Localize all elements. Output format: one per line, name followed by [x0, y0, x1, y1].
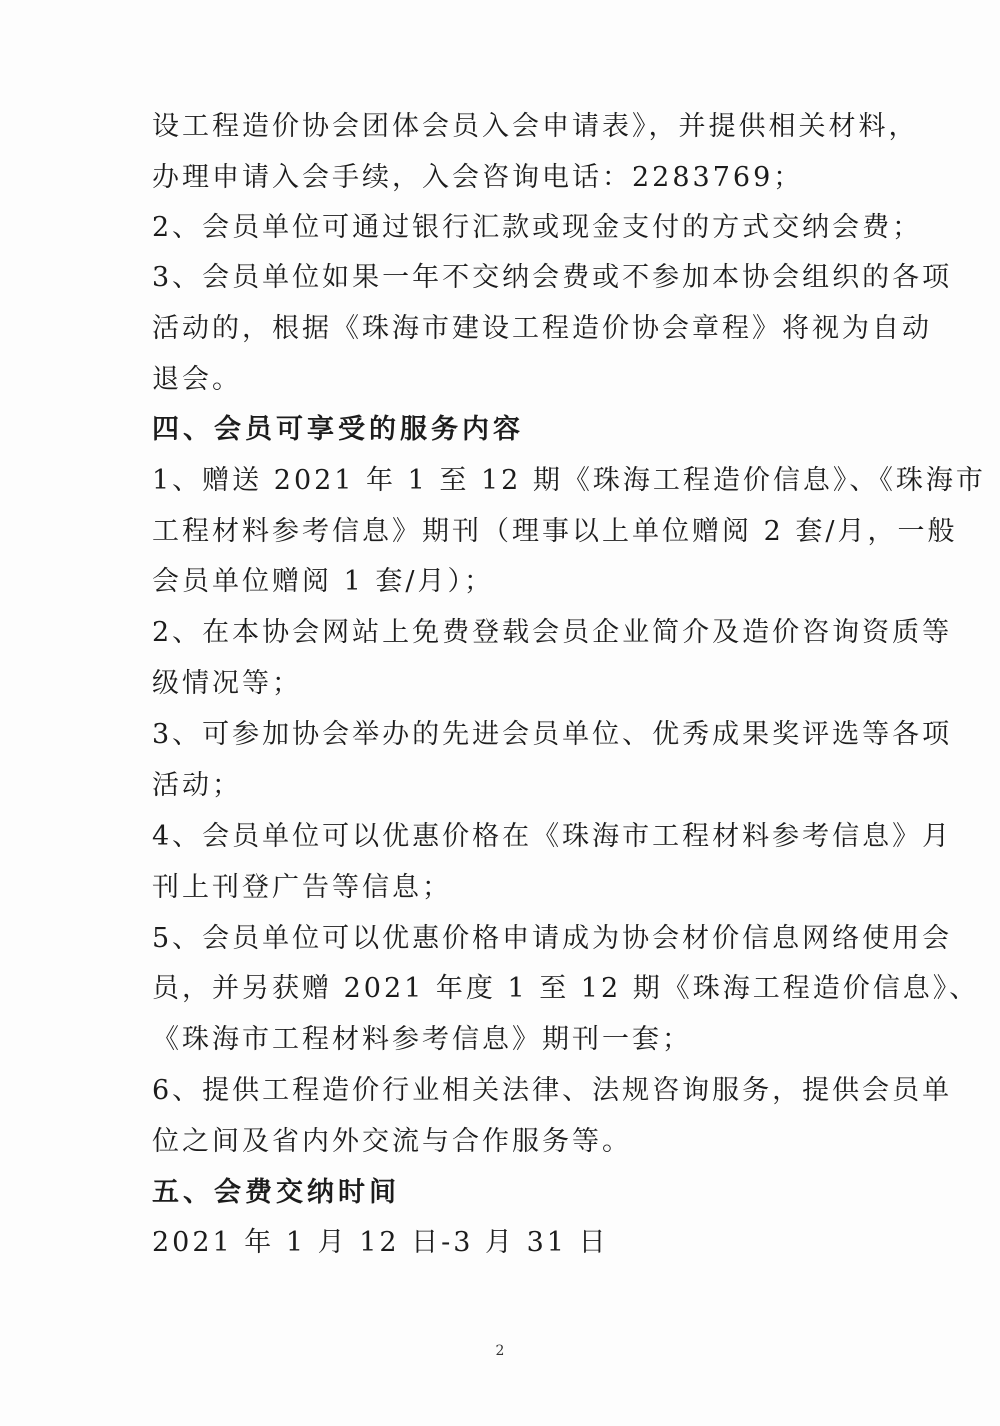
text-line: 1、赠送 2021 年 1 至 12 期《珠海工程造价信息》、《珠海市 — [152, 465, 986, 496]
text-line: 会员单位赠阅 1 套/月）； — [152, 566, 494, 597]
text-line: 6、提供工程造价行业相关法律、法规咨询服务，提供会员单 — [152, 1075, 953, 1106]
text-line: 4、会员单位可以优惠价格在《珠海市工程材料参考信息》月 — [152, 821, 953, 852]
text-line: 《珠海市工程材料参考信息》期刊一套； — [152, 1024, 692, 1055]
text-line: 级情况等； — [152, 668, 302, 699]
section-heading-fee-period: 五、会费交纳时间 — [152, 1177, 400, 1208]
text-line: 设工程造价协会团体会员入会申请表》，并提供相关材料， — [152, 111, 919, 142]
text-line: 位之间及省内外交流与合作服务等。 — [152, 1126, 632, 1157]
text-line: 活动的，根据《珠海市建设工程造价协会章程》将视为自动 — [152, 313, 932, 344]
text-line: 3、会员单位如果一年不交纳会费或不参加本协会组织的各项 — [152, 262, 953, 293]
text-line: 2、在本协会网站上免费登载会员企业简介及造价咨询资质等 — [152, 617, 953, 648]
text-line: 工程材料参考信息》期刊（理事以上单位赠阅 2 套/月，一般 — [152, 516, 958, 547]
text-line: 5、会员单位可以优惠价格申请成为协会材价信息网络使用会 — [152, 923, 953, 954]
page-number: 2 — [495, 1343, 505, 1359]
text-line: 员，并另获赠 2021 年度 1 至 12 期《珠海工程造价信息》、 — [152, 973, 980, 1004]
text-line: 退会。 — [152, 364, 242, 395]
text-line: 活动； — [152, 770, 242, 801]
text-line: 办理申请入会手续，入会咨询电话：2283769； — [152, 162, 804, 193]
text-line: 2021 年 1 月 12 日-3 月 31 日 — [152, 1227, 609, 1258]
section-heading-benefits: 四、会员可享受的服务内容 — [152, 414, 524, 445]
text-line: 3、可参加协会举办的先进会员单位、优秀成果奖评选等各项 — [152, 719, 953, 750]
text-line: 2、会员单位可通过银行汇款或现金支付的方式交纳会费； — [152, 212, 923, 243]
text-line: 刊上刊登广告等信息； — [152, 872, 452, 903]
